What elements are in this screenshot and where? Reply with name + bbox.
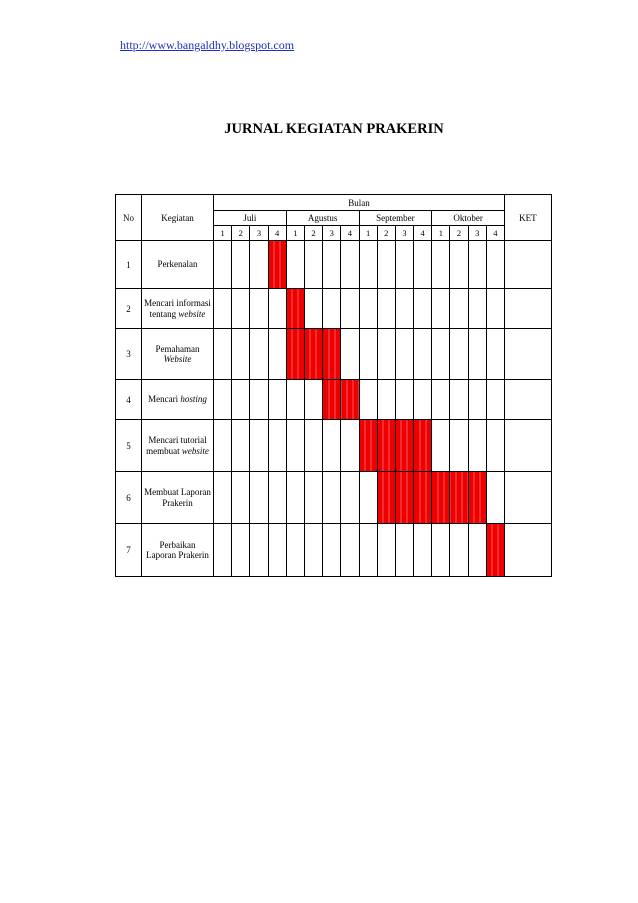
header-ket: KET (505, 195, 552, 241)
row-activity (142, 241, 214, 289)
week-cell (304, 420, 322, 472)
week-cell (232, 524, 250, 577)
activity-text: website (181, 445, 209, 456)
row-number: 3 (116, 329, 142, 380)
row-ket (505, 241, 552, 289)
week-cell (268, 289, 286, 329)
week-cell (341, 289, 359, 329)
week-cell (414, 329, 432, 380)
week-cell (432, 420, 450, 472)
row-ket (505, 472, 552, 524)
week-cell (214, 420, 232, 472)
week-cell (432, 329, 450, 380)
week-cell (395, 329, 413, 380)
week-cell (268, 524, 286, 577)
week-cell (250, 524, 268, 577)
week-cell (486, 289, 504, 329)
week-cell (450, 420, 468, 472)
row-activity (142, 420, 214, 472)
header-week: 1 (286, 226, 304, 241)
week-cell (450, 524, 468, 577)
week-cell (395, 380, 413, 420)
week-cell (304, 289, 322, 329)
week-cell (214, 472, 232, 524)
week-cell (214, 380, 232, 420)
row-number: 2 (116, 289, 142, 329)
week-cell-filled (395, 472, 413, 524)
week-cell (250, 241, 268, 289)
week-cell (486, 241, 504, 289)
week-cell (323, 420, 341, 472)
week-cell-filled (341, 380, 359, 420)
week-cell (486, 472, 504, 524)
week-cell (323, 524, 341, 577)
week-cell (450, 241, 468, 289)
week-cell (395, 289, 413, 329)
week-cell (468, 380, 486, 420)
week-cell-filled (432, 472, 450, 524)
week-cell (214, 329, 232, 380)
header-week: 4 (486, 226, 504, 241)
row-activity (142, 524, 214, 577)
week-cell (268, 472, 286, 524)
activity-text: Perkenalan (157, 259, 198, 270)
header-week: 3 (468, 226, 486, 241)
week-cell-filled (468, 472, 486, 524)
row-number: 5 (116, 420, 142, 472)
row-activity (142, 380, 214, 420)
week-cell-filled (450, 472, 468, 524)
week-cell (341, 241, 359, 289)
table-row (116, 289, 552, 329)
week-cell-filled (323, 380, 341, 420)
week-cell (323, 289, 341, 329)
week-cell (304, 380, 322, 420)
week-cell (414, 241, 432, 289)
header-month-group: Bulan (214, 195, 505, 211)
page-title: JURNAL KEGIATAN PRAKERIN (224, 121, 444, 137)
activity-text: hosting (180, 394, 207, 405)
week-cell (468, 524, 486, 577)
week-cell-filled (286, 329, 304, 380)
week-cell (250, 380, 268, 420)
activity-text: Membuat Laporan Prakerin (144, 487, 211, 508)
week-cell (232, 420, 250, 472)
table-row (116, 380, 552, 420)
table-row (116, 472, 552, 524)
week-cell (359, 380, 377, 420)
table-row (116, 420, 552, 472)
header-month: Oktober (432, 211, 505, 226)
row-activity (142, 472, 214, 524)
week-cell (286, 241, 304, 289)
week-cell (268, 329, 286, 380)
week-cell (250, 329, 268, 380)
table-row (116, 329, 552, 380)
header-week: 1 (432, 226, 450, 241)
row-number: 1 (116, 241, 142, 289)
week-cell (286, 380, 304, 420)
week-cell (286, 524, 304, 577)
week-cell (341, 472, 359, 524)
week-cell (341, 524, 359, 577)
week-cell (468, 329, 486, 380)
activity-text: Mencari tutorial membuat (146, 435, 207, 456)
week-cell (414, 380, 432, 420)
week-cell (268, 420, 286, 472)
header-week: 3 (250, 226, 268, 241)
header-week: 1 (214, 226, 232, 241)
header-week: 2 (450, 226, 468, 241)
activity-text: Website (163, 354, 192, 364)
activity-text: Mencari (148, 394, 181, 405)
week-cell (468, 289, 486, 329)
week-cell-filled (304, 329, 322, 380)
table-row (116, 524, 552, 577)
week-cell (214, 289, 232, 329)
week-cell (450, 380, 468, 420)
week-cell-filled (286, 289, 304, 329)
week-cell-filled (486, 524, 504, 577)
week-cell (468, 241, 486, 289)
row-ket (505, 289, 552, 329)
week-cell (377, 241, 395, 289)
week-cell (250, 472, 268, 524)
header-week: 4 (414, 226, 432, 241)
week-cell (250, 289, 268, 329)
week-cell (486, 420, 504, 472)
week-cell-filled (359, 420, 377, 472)
week-cell (432, 241, 450, 289)
row-ket (505, 329, 552, 380)
header-week: 3 (395, 226, 413, 241)
week-cell (304, 241, 322, 289)
week-cell (304, 524, 322, 577)
activity-text: website (178, 308, 206, 319)
header-month: Agustus (286, 211, 359, 226)
week-cell-filled (395, 420, 413, 472)
week-cell (432, 524, 450, 577)
week-cell (377, 380, 395, 420)
week-cell (486, 380, 504, 420)
week-cell-filled (414, 420, 432, 472)
week-cell (232, 241, 250, 289)
header-week: 2 (304, 226, 322, 241)
week-cell (232, 329, 250, 380)
header-month: Juli (214, 211, 287, 226)
week-cell (468, 420, 486, 472)
week-cell-filled (268, 241, 286, 289)
row-ket (505, 524, 552, 577)
week-cell (414, 524, 432, 577)
row-activity (142, 329, 214, 380)
week-cell (377, 329, 395, 380)
row-number: 4 (116, 380, 142, 420)
week-cell (359, 329, 377, 380)
week-cell (232, 289, 250, 329)
row-ket (505, 420, 552, 472)
week-cell (286, 472, 304, 524)
week-cell (359, 472, 377, 524)
week-cell (450, 329, 468, 380)
week-cell (359, 524, 377, 577)
week-cell-filled (414, 472, 432, 524)
week-cell (486, 329, 504, 380)
week-cell (395, 241, 413, 289)
week-cell (395, 524, 413, 577)
header-week: 3 (323, 226, 341, 241)
week-cell (232, 472, 250, 524)
week-cell (268, 380, 286, 420)
header-week: 2 (377, 226, 395, 241)
week-cell (377, 289, 395, 329)
week-cell (432, 380, 450, 420)
table-row (116, 241, 552, 289)
activity-text: Pemahaman (155, 343, 200, 354)
week-cell (214, 524, 232, 577)
header-week: 4 (341, 226, 359, 241)
week-cell (323, 241, 341, 289)
week-cell (377, 524, 395, 577)
header-activity: Kegiatan (142, 195, 214, 241)
week-cell (323, 472, 341, 524)
row-activity (142, 289, 214, 329)
activity-text: Perbaikan Laporan Prakerin (146, 539, 209, 560)
week-cell (286, 420, 304, 472)
week-cell (450, 289, 468, 329)
activity-text: Mencari informasi tentang (144, 298, 211, 319)
week-cell (341, 420, 359, 472)
week-cell (250, 420, 268, 472)
header-url[interactable]: http://www.bangaldhy.blogspot.com (120, 38, 295, 52)
week-cell (341, 329, 359, 380)
week-cell (214, 241, 232, 289)
week-cell-filled (323, 329, 341, 380)
header-week: 1 (359, 226, 377, 241)
week-cell (359, 289, 377, 329)
week-cell-filled (377, 420, 395, 472)
week-cell (359, 241, 377, 289)
header-week: 4 (268, 226, 286, 241)
schedule-table (115, 194, 552, 577)
header-month: September (359, 211, 432, 226)
row-number: 7 (116, 524, 142, 577)
week-cell (414, 289, 432, 329)
row-number: 6 (116, 472, 142, 524)
week-cell (432, 289, 450, 329)
header-no: No (116, 195, 142, 241)
header-week: 2 (232, 226, 250, 241)
week-cell-filled (377, 472, 395, 524)
week-cell (304, 472, 322, 524)
row-ket (505, 380, 552, 420)
week-cell (232, 380, 250, 420)
